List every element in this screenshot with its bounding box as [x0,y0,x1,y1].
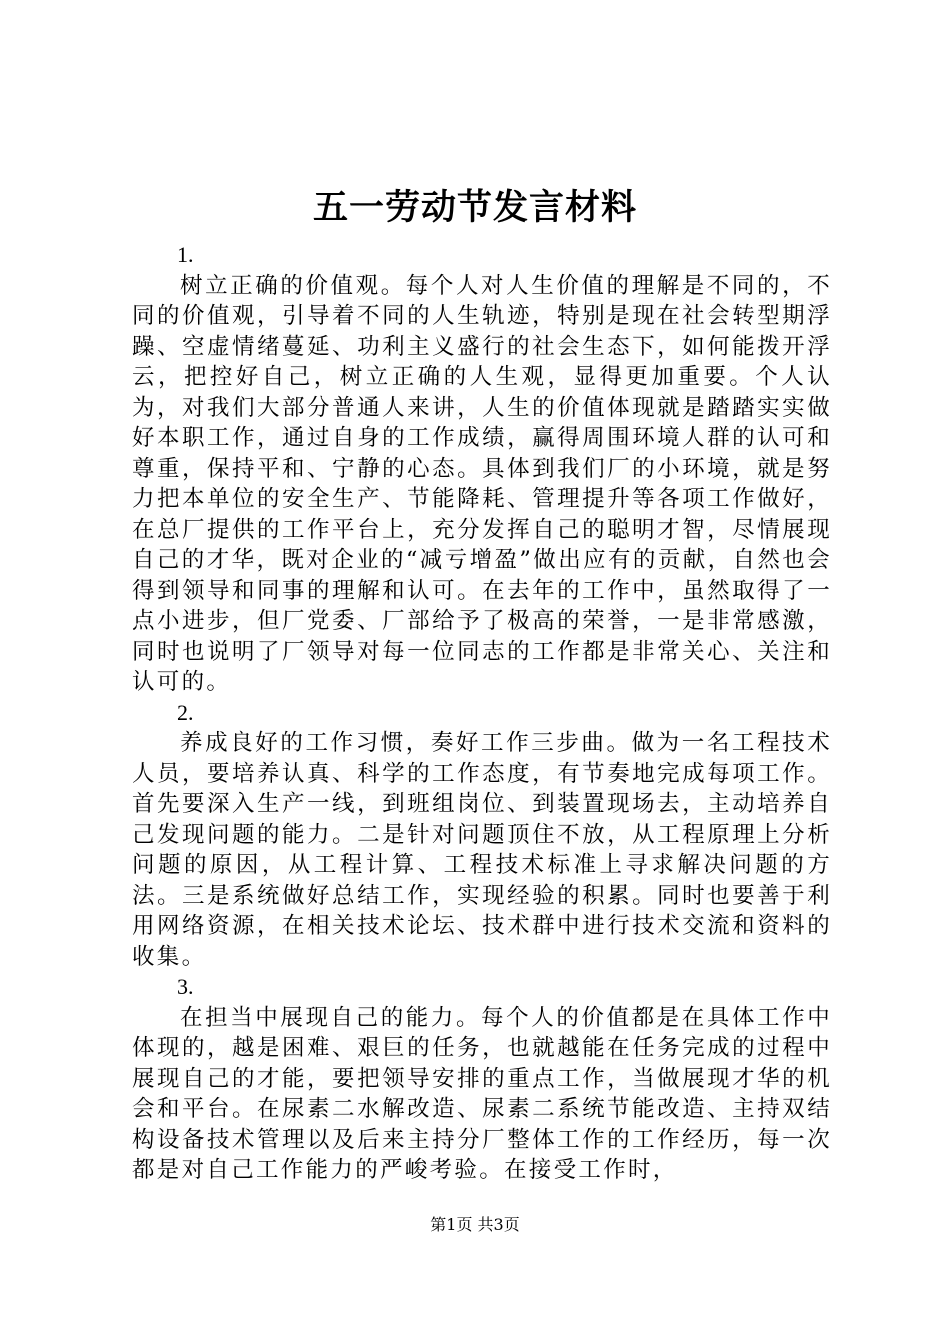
document-body [132,240,832,1186]
section-2-paragraph: 养成良好的工作习惯，奏好工作三步曲。做为一名工程技术人员，要培养认真、科学的工作态度，有节奏地完成每项工作。首先要深入生产一线，到班组岗位、到装置现场去，主动培养自己发现问题的能力。二是针对问题顶住不放，从工程原理上分析问题的原因，从工程计算、工程技术标准上寻求解决问题的方法。三是系统做好总结工作，实现经验的积累。同时也要善于利用网络资源，在相关技术论坛、技术群中进行技术交流和资料的收集。 [132,730,832,970]
section-2-number: 2. [177,699,194,725]
section-3-paragraph: 在担当中展现自己的能力。每个人的价值都是在具体工作中体现的，越是困难、艰巨的任务，也就越能在任务完成的过程中展现自己的才能，要把领导安排的重点工作，当做展现才华的机会和平台。在尿素二水解改造、尿素二系统节能改造、主持双结构设备技术管理以及后来主持分厂整体工作的工作经历，每一次都是对自己工作能力的严峻考验。在接受工作时， [132,1004,832,1183]
section-1-number: 1. [177,242,194,267]
section-3-number: 3. [177,974,194,999]
page-footer: 第1页 共3页 [430,1215,520,1234]
document-title: 五一劳动节发言材料 [312,187,637,228]
section-1-paragraph: 树立正确的价值观。每个人对人生价值的理解是不同的，不同的价值观，引导着不同的人生轨迹，特别是现在社会转型期浮躁、空虚情绪蔓延、功利主义盛行的社会生态下，如何能拨开浮云，把控好自己，树立正确的人生观，显得更加重要。个人认为，对我们大部分普通人来讲，人生的价值体现就是踏踏实实做好本职工作，通过自身的工作成绩，赢得周围环境人群的认可和尊重，保持平和、宁静的心态。具体到我们厂的小环境，就是努力把本单位的安全生产、节能降耗、管理提升等各项工作做好，在总厂提供的工作平台上，充分发挥自己的聪明才智，尽情展现自己的才华，既对企业的“减亏增盈”做出应有的贡献，自然也会得到领导和同事的理解和认可。在去年的工作中，虽然取得了一点小进步，但厂党委、厂部给予了极高的荣誉，一是非常感激，同时也说明了厂领导对每一位同志的工作都是非常关心、关注和认可的。 [132,272,832,695]
